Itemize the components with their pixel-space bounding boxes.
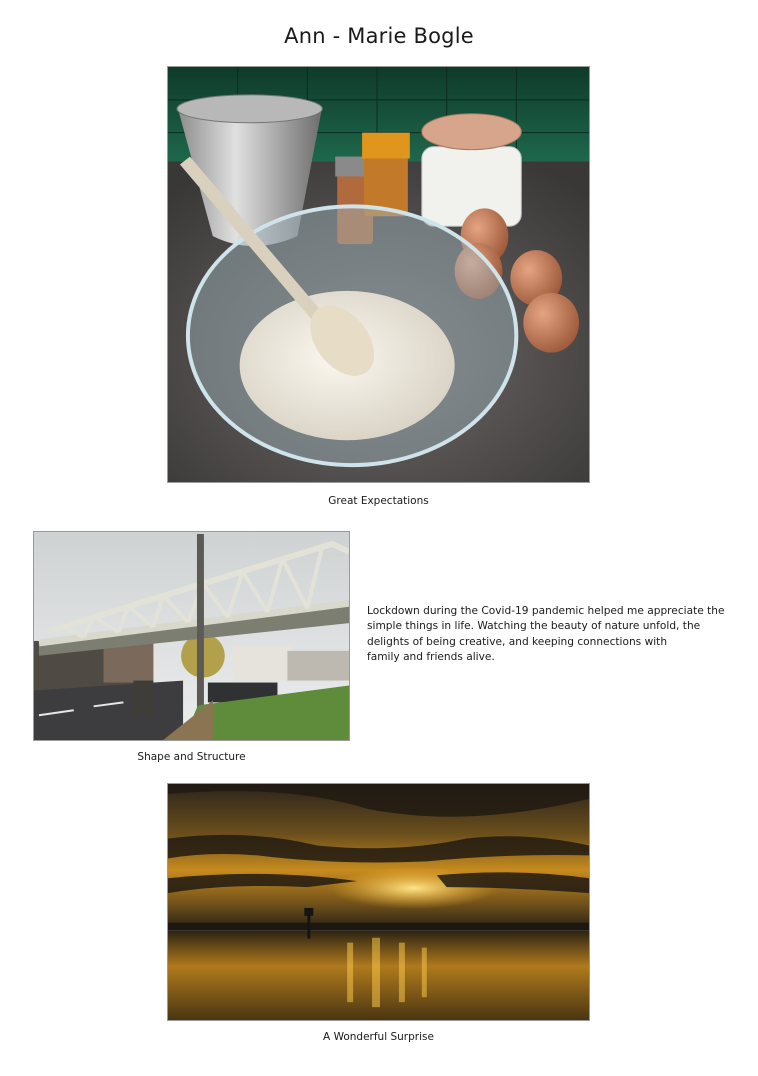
photo-great-expectations bbox=[167, 66, 590, 483]
artist-statement bbox=[367, 604, 737, 666]
baking-image bbox=[168, 67, 589, 482]
bridge-image bbox=[34, 532, 349, 740]
page-title: Ann - Marie Bogle bbox=[284, 24, 474, 48]
caption-a-wonderful-surprise: A Wonderful Surprise bbox=[323, 1031, 434, 1043]
caption-shape-and-structure: Shape and Structure bbox=[137, 751, 246, 763]
statement-line: delights of being creative, and keeping connections with bbox=[367, 635, 668, 648]
photo-a-wonderful-surprise bbox=[167, 783, 590, 1021]
statement-line: simple things in life. Watching the beauty of nature unfold, the bbox=[367, 620, 701, 633]
statement-line: family and friends alive. bbox=[367, 651, 495, 664]
caption-great-expectations: Great Expectations bbox=[328, 495, 429, 507]
statement-line: Lockdown during the Covid-19 pandemic helped me appreciate the bbox=[367, 605, 725, 617]
photo-shape-and-structure bbox=[33, 531, 350, 741]
sunset-image bbox=[168, 784, 589, 1020]
